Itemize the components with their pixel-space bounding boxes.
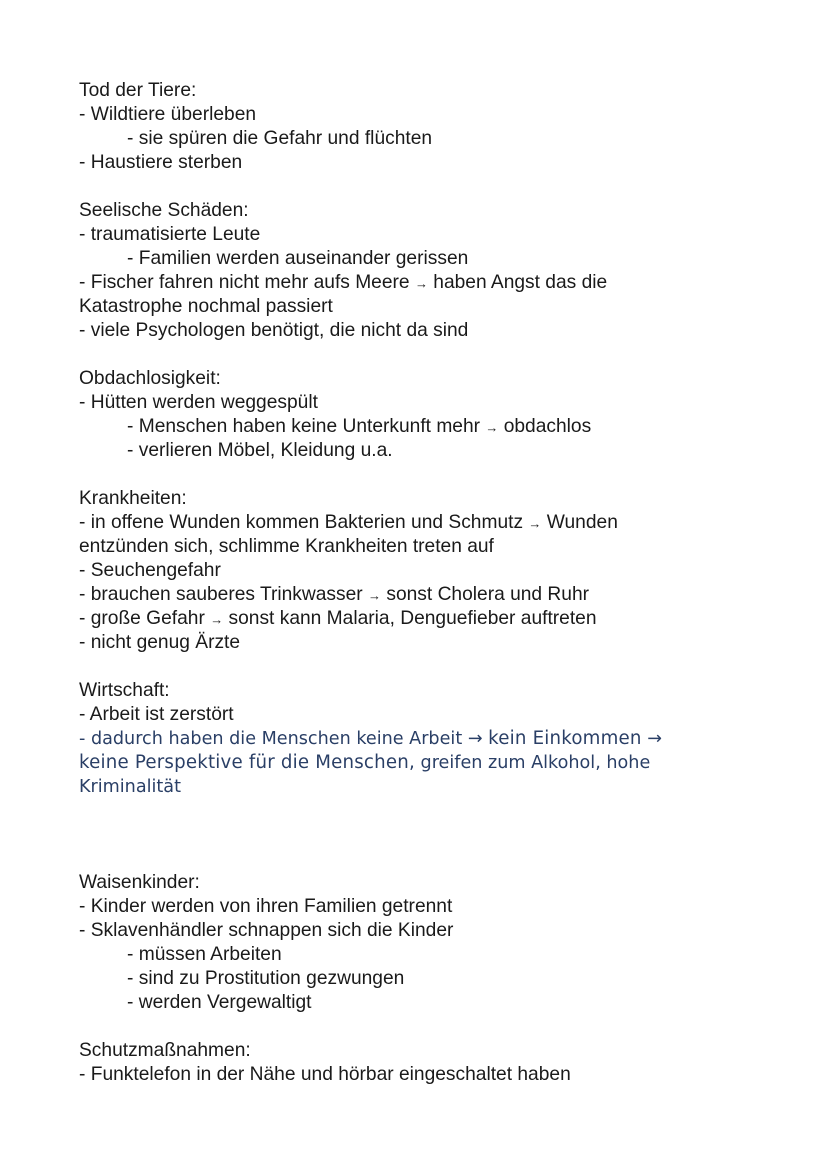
section-heading-waisenkinder: Waisenkinder: — [79, 872, 200, 893]
list-item-continuation: Kriminalität — [79, 777, 181, 797]
text-segment: obdachlos — [503, 416, 592, 437]
text-segment: sonst kann Malaria, Denguefieber auftreten — [228, 608, 597, 629]
text-segment: Wunden — [546, 512, 618, 533]
section-heading-schutzmassnahmen: Schutzmaßnahmen: — [79, 1040, 251, 1061]
list-item: - Arbeit ist zerstört — [79, 704, 234, 725]
list-item: - Wildtiere überleben — [79, 104, 257, 125]
text-segment: - in offene Wunden kommen Bakterien und Schmutz — [79, 512, 524, 533]
section-heading-seelische-schaeden: Seelische Schäden: — [79, 200, 249, 221]
arrow-icon: → — [210, 612, 224, 627]
list-item: - Haustiere sterben — [79, 152, 243, 173]
text-segment: - Fischer fahren nicht mehr aufs Meere — [79, 272, 410, 293]
list-item: - Sklavenhändler schnappen sich die Kinder — [79, 920, 454, 941]
text-segment: kein Einkommen — [488, 728, 642, 749]
section-heading-wirtschaft: Wirtschaft: — [79, 680, 170, 701]
sub-list-item: - Familien werden auseinander gerissen — [127, 248, 469, 269]
sub-list-item: - werden Vergewaltigt — [127, 992, 312, 1013]
list-item — [79, 607, 779, 631]
text-segment: - brauchen sauberes Trinkwasser — [79, 584, 363, 605]
list-item — [79, 727, 779, 751]
arrow-icon: → — [467, 729, 483, 749]
list-item: - Funktelefon in der Nähe und hörbar eingeschaltet haben — [79, 1064, 571, 1085]
list-item-continuation: entzünden sich, schlimme Krankheiten treten auf — [79, 536, 494, 557]
list-item: - nicht genug Ärzte — [79, 632, 241, 653]
arrow-icon: → — [414, 276, 428, 291]
list-item: - traumatisierte Leute — [79, 224, 261, 245]
text-segment: greifen zum Alkohol, hohe — [420, 753, 651, 773]
arrow-icon: → — [368, 588, 382, 603]
list-item: - Kinder werden von ihren Familien getrennt — [79, 896, 453, 917]
list-item — [79, 271, 779, 295]
list-item: - Seuchengefahr — [79, 560, 221, 581]
text-segment: haben Angst das die — [433, 272, 608, 293]
section-heading-krankheiten: Krankheiten: — [79, 488, 187, 509]
text-segment: - Menschen haben keine Unterkunft mehr — [127, 416, 481, 437]
arrow-icon: → — [528, 516, 542, 531]
text-segment: - große Gefahr — [79, 608, 205, 629]
sub-list-item: - sind zu Prostitution gezwungen — [127, 968, 405, 989]
section-heading-obdachlosigkeit: Obdachlosigkeit: — [79, 368, 221, 389]
list-item-continuation — [79, 751, 779, 775]
text-segment: - dadurch haben die Menschen keine Arbeit — [79, 729, 463, 749]
sub-list-item: - müssen Arbeiten — [127, 944, 282, 965]
list-item — [79, 511, 779, 535]
document-page — [79, 79, 779, 1087]
arrow-icon: → — [647, 729, 662, 749]
sub-list-item: - verlieren Möbel, Kleidung u.a. — [127, 440, 393, 461]
section-heading-tod-der-tiere: Tod der Tiere: — [79, 80, 197, 101]
arrow-icon: → — [485, 420, 499, 435]
list-item: - Hütten werden weggespült — [79, 392, 318, 413]
list-item — [79, 583, 779, 607]
list-item-continuation: Katastrophe nochmal passiert — [79, 296, 333, 317]
sub-list-item — [79, 415, 779, 439]
list-item: - viele Psychologen benötigt, die nicht da sind — [79, 320, 469, 341]
sub-list-item: - sie spüren die Gefahr und flüchten — [127, 128, 433, 149]
text-segment: sonst Cholera und Ruhr — [386, 584, 590, 605]
text-segment: keine Perspektive für die Menschen, — [79, 752, 415, 773]
